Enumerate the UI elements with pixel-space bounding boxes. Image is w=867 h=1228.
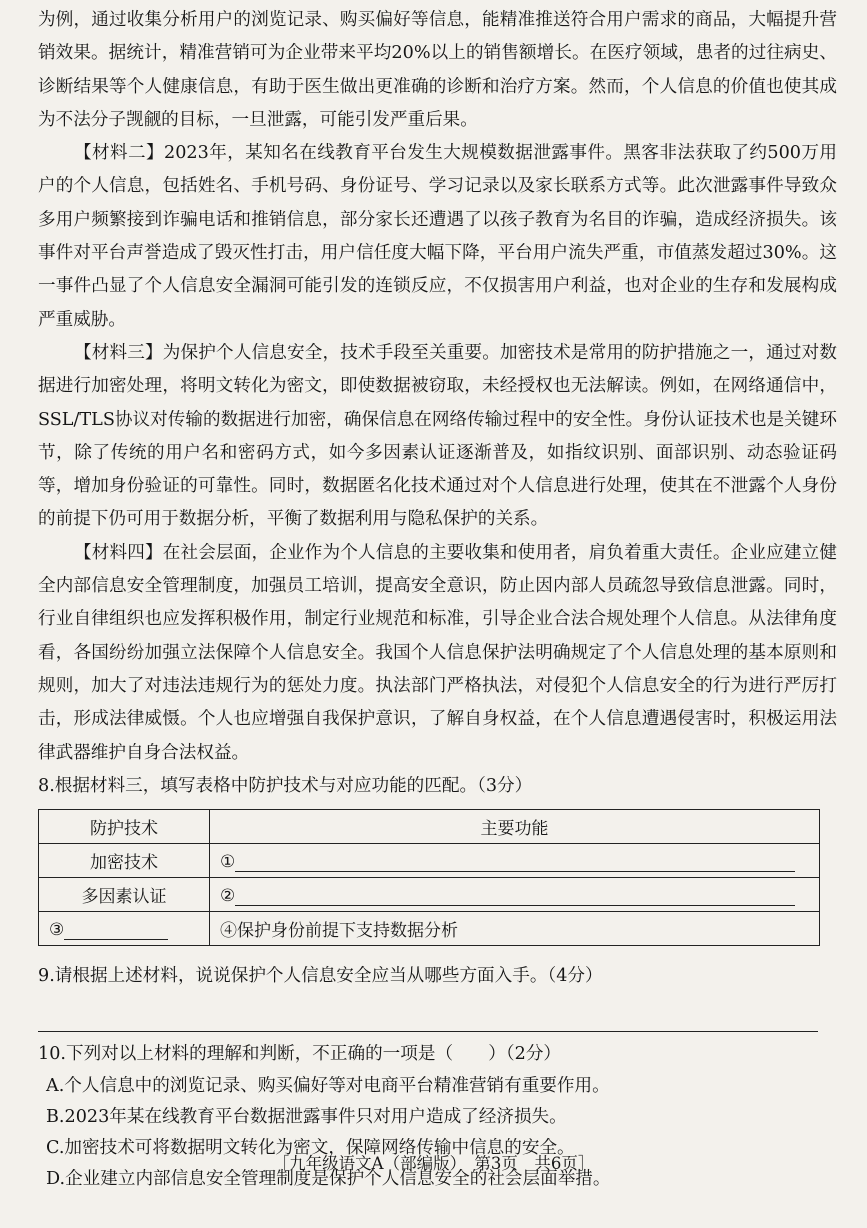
match-table [38, 809, 820, 946]
tech-multifactor: 多因素认证 [39, 877, 210, 911]
answer-blank-3[interactable] [64, 917, 168, 940]
function-anonymization: ④保护身份前提下支持数据分析 [210, 911, 820, 945]
question-10-stem: 10.下列对以上材料的理解和判断，不正确的一项是（ ）（2分） [38, 1043, 562, 1064]
marker-2: ② [220, 885, 236, 906]
marker-1: ① [220, 851, 236, 872]
paragraph-material-1-tail: 为例，通过收集分析用户的浏览记录、购买偏好等信息，能精准推送符合用户需求的商品，大幅提升营销效果。据统计，精准营销可为企业带来平均20%以上的销售额增长。在医疗领域，患者的过往病史、诊断结果等个人健康信息，有助于医生做出更准确的诊断和治疗方案。然而，个人信息的价值也使其成为不法分子觊觎的目标，一旦泄露，可能引发严重后果。 [38, 10, 837, 130]
table-header-function: 主要功能 [210, 809, 820, 843]
table-row [39, 843, 820, 877]
question-9-stem: 9.请根据上述材料，说说保护个人信息安全应当从哪些方面入手。（4分） [38, 965, 603, 986]
option-b[interactable]: B.2023年某在线教育平台数据泄露事件只对用户造成了经济损失。 [46, 1106, 567, 1127]
paragraph-material-4: 【材料四】在社会层面，企业作为个人信息的主要收集和使用者，肩负着重大责任。企业应建立健全内部信息安全管理制度，加强员工培训，提高安全意识，防止因内部人员疏忽导致信息泄露。同时，行业自律组织也应发挥积极作用，制定行业规范和标准，引导企业合法合规处理个人信息。从法律角度看，各国纷纷加强立法保障个人信息安全。我国个人信息保护法明确规定了个人信息处理的基本原则和规则，加大了对违法违规行为的惩处力度。执法部门严格执法，对侵犯个人信息安全的行为进行严厉打击，形成法律威慑。个人也应增强自我保护意识，了解自身权益，在个人信息遭遇侵害时，积极运用法律武器维护自身合法权益。 [38, 542, 837, 763]
marker-3: ③ [49, 919, 65, 940]
tech-cell-3[interactable] [39, 911, 210, 945]
page-footer: ［九年级语文A（部编版） 第3页 共6页］ [272, 1154, 595, 1173]
option-c[interactable]: C.加密技术可将数据明文转化为密文，保障网络传输中信息的安全。 [46, 1137, 575, 1158]
tech-encryption: 加密技术 [39, 843, 210, 877]
paragraph-material-3: 【材料三】为保护个人信息安全，技术手段至关重要。加密技术是常用的防护措施之一，通过对数据进行加密处理，将明文转化为密文，即使数据被窃取，未经授权也无法解读。例如，在网络通信中，SSL/TLS协议对传输的数据进行加密，确保信息在网络传输过程中的安全性。身份认证技术也是关键环节，除了传统的用户名和密码方式，如今多因素认证逐渐普及，如指纹识别、面部识别、动态验证码等，增加身份验证的可靠性。同时，数据匿名化技术通过对个人信息进行处理，使其在不泄露个人身份的前提下仍可用于数据分析，平衡了数据利用与隐私保护的关系。 [38, 342, 837, 530]
question-9-answer-line[interactable] [38, 993, 818, 1032]
function-cell-1[interactable] [210, 843, 820, 877]
answer-blank-1[interactable] [235, 849, 795, 872]
option-d[interactable]: D.企业建立内部信息安全管理制度是保护个人信息安全的社会层面举措。 [46, 1168, 611, 1189]
paragraph-material-2: 【材料二】2023年，某知名在线教育平台发生大规模数据泄露事件。黑客非法获取了约500万用户的个人信息，包括姓名、手机号码、身份证号、学习记录以及家长联系方式等。此次泄露事件导致众多用户频繁接到诈骗电话和推销信息，部分家长还遭遇了以孩子教育为名目的诈骗，造成经济损失。该事件对平台声誉造成了毁灭性打击，用户信任度大幅下降，平台用户流失严重，市值蒸发超过30%。这一事件凸显了个人信息安全漏洞可能引发的连锁反应，不仅损害用户利益，也对企业的生存和发展构成严重威胁。 [38, 143, 837, 330]
table-row [39, 809, 820, 843]
function-cell-2[interactable] [210, 877, 820, 911]
question-8-stem: 8.根据材料三，填写表格中防护技术与对应功能的匹配。（3分） [38, 775, 533, 796]
option-a[interactable]: A.个人信息中的浏览记录、购买偏好等对电商平台精准营销有重要作用。 [46, 1075, 610, 1096]
table-header-tech: 防护技术 [39, 809, 210, 843]
table-row [39, 911, 820, 945]
answer-blank-2[interactable] [235, 883, 795, 906]
table-row [39, 877, 820, 911]
